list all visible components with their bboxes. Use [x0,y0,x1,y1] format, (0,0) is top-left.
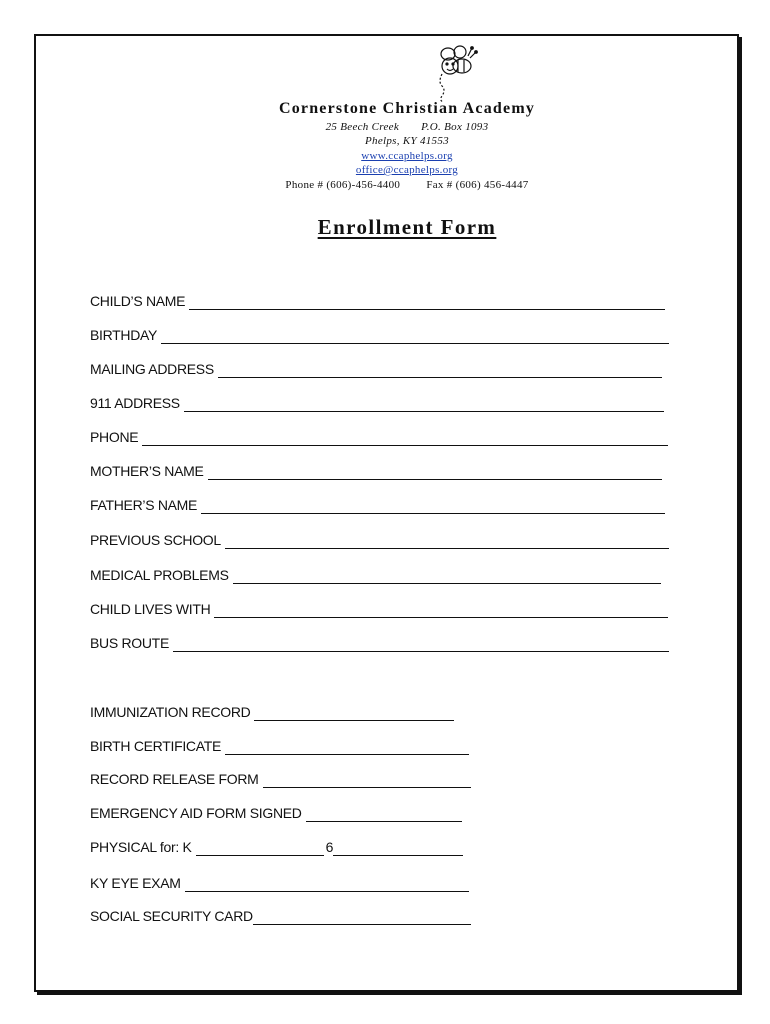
fill-in-line[interactable] [208,465,662,480]
fill-in-line[interactable] [189,295,665,310]
fill-in-line[interactable] [306,807,462,822]
field-record-release-form [90,768,471,788]
field-label: RECORD RELEASE FORM [90,771,259,787]
field-label: BIRTHDAY [90,327,158,343]
field-label: IMMUNIZATION RECORD [90,704,251,720]
field-ky-eye-exam [90,872,469,892]
field-label: CHILD LIVES WITH [90,601,211,617]
address-city: Phelps, KY 41553 [365,135,449,147]
fill-in-line[interactable] [225,740,469,755]
field-phone [90,426,668,446]
fill-in-line[interactable] [184,397,664,412]
field-label: PHYSICAL for: K [90,839,192,855]
field-child-lives-with [90,598,668,618]
field-fathers-name [90,494,665,514]
field-birthday [90,324,669,344]
school-name: Cornerstone Christian Academy [278,100,536,117]
field-label: MEDICAL PROBLEMS [90,567,229,583]
fill-in-line[interactable] [214,603,668,618]
field-mothers-name [90,460,662,480]
field-previous-school [90,529,669,549]
fill-in-line[interactable] [201,499,665,514]
field-label: PHONE [90,429,139,445]
field-birth-certificate [90,735,469,755]
field-label: MOTHER’S NAME [90,463,204,479]
fill-in-line[interactable] [253,910,471,925]
field-immunization-record [90,701,454,721]
field-emergency-aid-form [90,802,462,822]
fill-in-line[interactable] [254,706,454,721]
address-street: 25 Beech Creek [325,121,400,133]
fill-in-line[interactable] [161,329,669,344]
field-childs-name [90,290,665,310]
address-po-box: P.O. Box 1093 [421,121,489,133]
fill-in-line[interactable] [233,569,661,584]
form-title: Enrollment Form [317,215,497,239]
field-mailing-address [90,358,662,378]
bee-icon [428,42,484,104]
fill-in-line-6[interactable] [333,841,463,856]
field-label: BUS ROUTE [90,635,169,651]
field-bus-route [90,632,669,652]
field-medical-problems [90,564,661,584]
field-label: PREVIOUS SCHOOL [90,532,221,548]
fill-in-line[interactable] [218,363,662,378]
contact-line [0,179,770,191]
fill-in-line[interactable] [263,773,471,788]
fill-in-line[interactable] [185,877,469,892]
phone-number: Phone # (606)-456-4400 [285,179,401,191]
field-label: BIRTH CERTIFICATE [90,738,222,754]
fill-in-line[interactable] [173,637,669,652]
fill-in-line-k[interactable] [196,841,324,856]
website-link[interactable]: www.ccaphelps.org [361,150,453,162]
field-label-grade-6: 6 [325,839,334,855]
field-label: KY EYE EXAM [90,875,181,891]
field-label: FATHER’S NAME [90,497,198,513]
address-line-1 [0,121,770,133]
email-link[interactable]: office@ccaphelps.org [355,164,459,176]
field-label: CHILD’S NAME [90,293,186,309]
field-label: EMERGENCY AID FORM SIGNED [90,805,302,821]
field-social-security-card [90,905,471,925]
fill-in-line[interactable] [142,431,668,446]
field-label: 911 ADDRESS [90,395,180,411]
field-label: MAILING ADDRESS [90,361,214,377]
field-label: SOCIAL SECURITY CARD [90,908,253,924]
field-physical [90,836,463,856]
field-911-address [90,392,664,412]
fill-in-line[interactable] [225,534,669,549]
fax-number: Fax # (606) 456-4447 [426,179,529,191]
